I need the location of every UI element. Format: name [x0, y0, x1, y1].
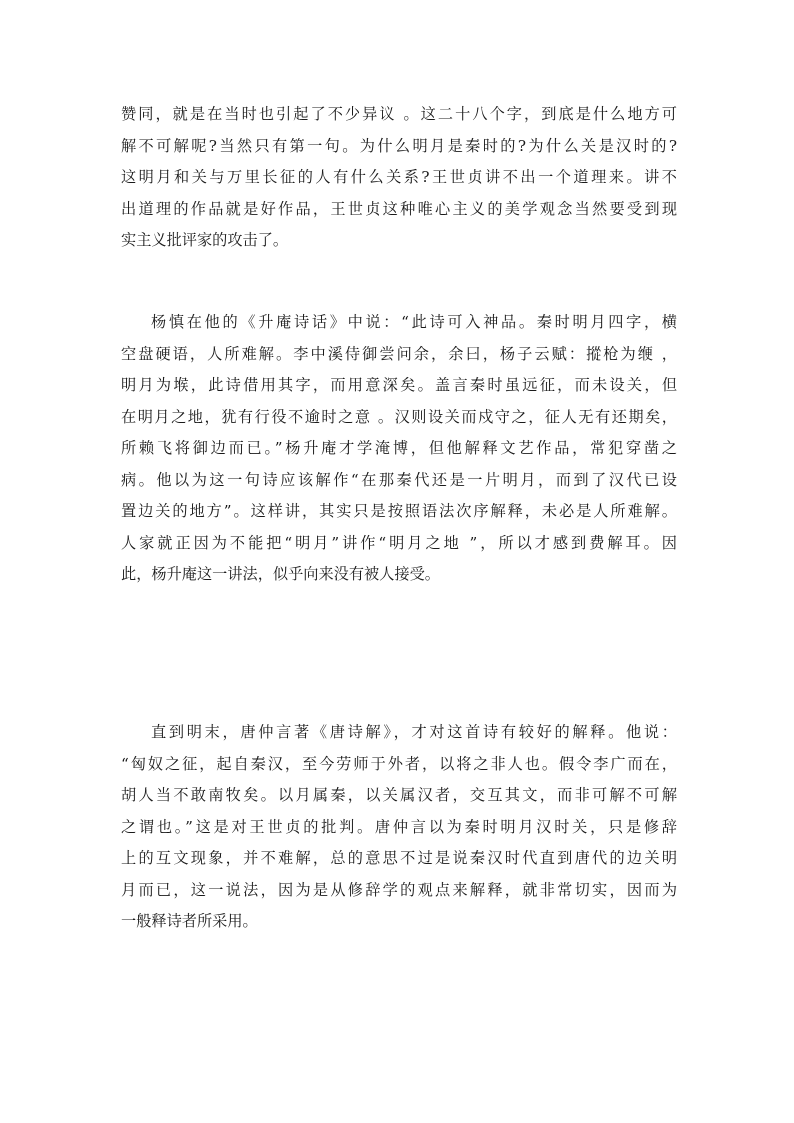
paragraph-line: 一般释诗者所采用。 [121, 912, 258, 930]
paragraph-line: 月而已，这一说法，因为是从修辞学的观点来解释，就非常切实，因而为 [121, 880, 677, 899]
paragraph-line: 实主义批评家的攻击了。 [121, 231, 289, 249]
paragraph-line: “匈奴之征，起自秦汉，至今劳师于外者，以将之非人也。假令李广而在， [121, 754, 677, 773]
paragraph-line: 人家就正因为不能把“明月”讲作“明月之地 ”，所以才感到费解耳。因 [121, 533, 677, 552]
paragraph-2 [121, 307, 677, 591]
paragraph-1 [121, 99, 677, 257]
paragraph-line: 之谓也。”这是对王世贞的批判。唐仲言以为秦时明月汉时关，只是修辞 [121, 817, 677, 836]
paragraph-3 [121, 717, 677, 938]
paragraph-line: 此，杨升庵这一讲法，似乎向来没有被人接受。 [121, 565, 440, 583]
paragraph-line: 解不可解呢?当然只有第一句。为什么明月是秦时的?为什么关是汉时的? [121, 136, 677, 155]
paragraph-line: 赞同，就是在当时也引起了不少异议 。这二十八个字，到底是什么地方可 [121, 105, 677, 123]
paragraph-line: 直到明末，唐仲言著《唐诗解》，才对这首诗有较好的解释。他说： [151, 723, 677, 741]
paragraph-line: 这明月和关与万里长征的人有什么关系?王世贞讲不出一个道理来。讲不 [121, 168, 677, 186]
paragraph-line: 空盘硬语，人所难解。李中溪侍御尝问余，余曰，杨子云赋：摐枪为缏 ， [121, 344, 677, 363]
paragraph-line: 病。他以为这一句诗应该解作“在那秦代还是一片明月，而到了汉代已设 [121, 470, 677, 489]
paragraph-line: 胡人当不敢南牧矣。以月属秦，以关属汉者，交互其文，而非可解不可解 [121, 786, 677, 804]
paragraph-line: 杨慎在他的《升庵诗话》中说：“此诗可入神品。秦时明月四字，横 [151, 313, 677, 331]
paragraph-line: 置边关的地方”。这样讲，其实只是按照语法次序解释，未必是人所难解。 [121, 502, 677, 520]
paragraph-line: 上的互文现象，并不难解，总的意思不过是说秦汉时代直到唐代的边关明 [121, 849, 677, 867]
paragraph-line: 在明月之地，犹有行役不逾时之意 。汉则设关而戍守之，征人无有还期矣， [121, 407, 677, 426]
paragraph-line: 明月为堠，此诗借用其字，而用意深矣。盖言秦时虽远征，而未设关，但 [121, 376, 677, 394]
paragraph-line: 出道理的作品就是好作品，王世贞这种唯心主义的美学观念当然要受到现 [121, 199, 677, 218]
paragraph-line: 所赖飞将御边而已。”杨升庵才学淹博，但他解释文艺作品，常犯穿凿之 [121, 439, 677, 457]
